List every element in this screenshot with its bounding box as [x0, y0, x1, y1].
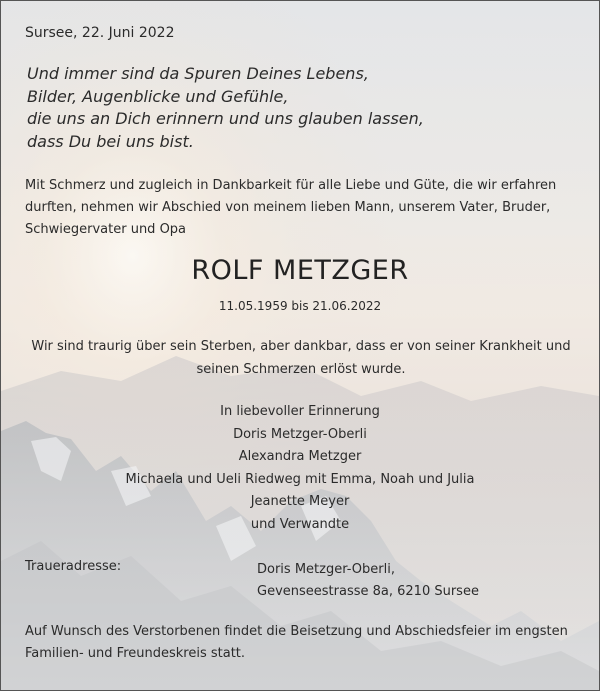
- life-dates: 11.05.1959 bis 21.06.2022: [218, 299, 382, 313]
- address-label: Traueradresse:: [25, 559, 122, 574]
- poem-line: Und immer sind da Spuren Deines Lebens,: [27, 64, 369, 83]
- poem-line: die uns an Dich erinnern und uns glauben lassen,: [27, 109, 424, 128]
- closing-paragraph: Auf Wunsch des Verstorbenen findet die Beisetzung und Abschiedsfeier im engsten Familien- und Freundeskreis statt.: [25, 624, 568, 661]
- poem: [27, 63, 424, 153]
- mourner-line: und Verwandte: [250, 516, 350, 532]
- mourners-list: [1, 401, 599, 536]
- mourner-line: Jeanette Meyer: [250, 494, 350, 509]
- date-line: Sursee, 22. Juni 2022: [25, 25, 175, 41]
- poem-line: Bilder, Augenblicke und Gefühle,: [27, 86, 289, 106]
- mourner-line: Michaela und Ueli Riedweg mit Emma, Noah und Julia: [125, 471, 475, 487]
- address-line: Gevenseestrasse 8a, 6210 Sursee: [257, 584, 479, 599]
- intro-paragraph: Mit Schmerz und zugleich in Dankbarkeit für alle Liebe und Güte, die wir erfahren durften, nehmen wir Abschied von meinem lieben Mann, unserem Vater, Bruder, Schwiegervater und Opa: [25, 178, 557, 237]
- poem-line: dass Du bei uns bist.: [27, 131, 194, 151]
- mourning-address: [257, 559, 479, 603]
- obituary-content: [1, 1, 599, 690]
- mourner-line: Alexandra Metzger: [238, 449, 362, 464]
- deceased-name: ROLF METZGER: [191, 255, 409, 286]
- grief-paragraph: Wir sind traurig über sein Sterben, aber dankbar, dass er von seiner Krankheit und seinen Schmerzen erlöst wurde.: [31, 339, 571, 377]
- mourner-line: Doris Metzger-Oberli: [233, 426, 367, 442]
- mourner-line: In liebevoller Erinnerung: [220, 404, 380, 419]
- address-line: Doris Metzger-Oberli,: [257, 562, 395, 577]
